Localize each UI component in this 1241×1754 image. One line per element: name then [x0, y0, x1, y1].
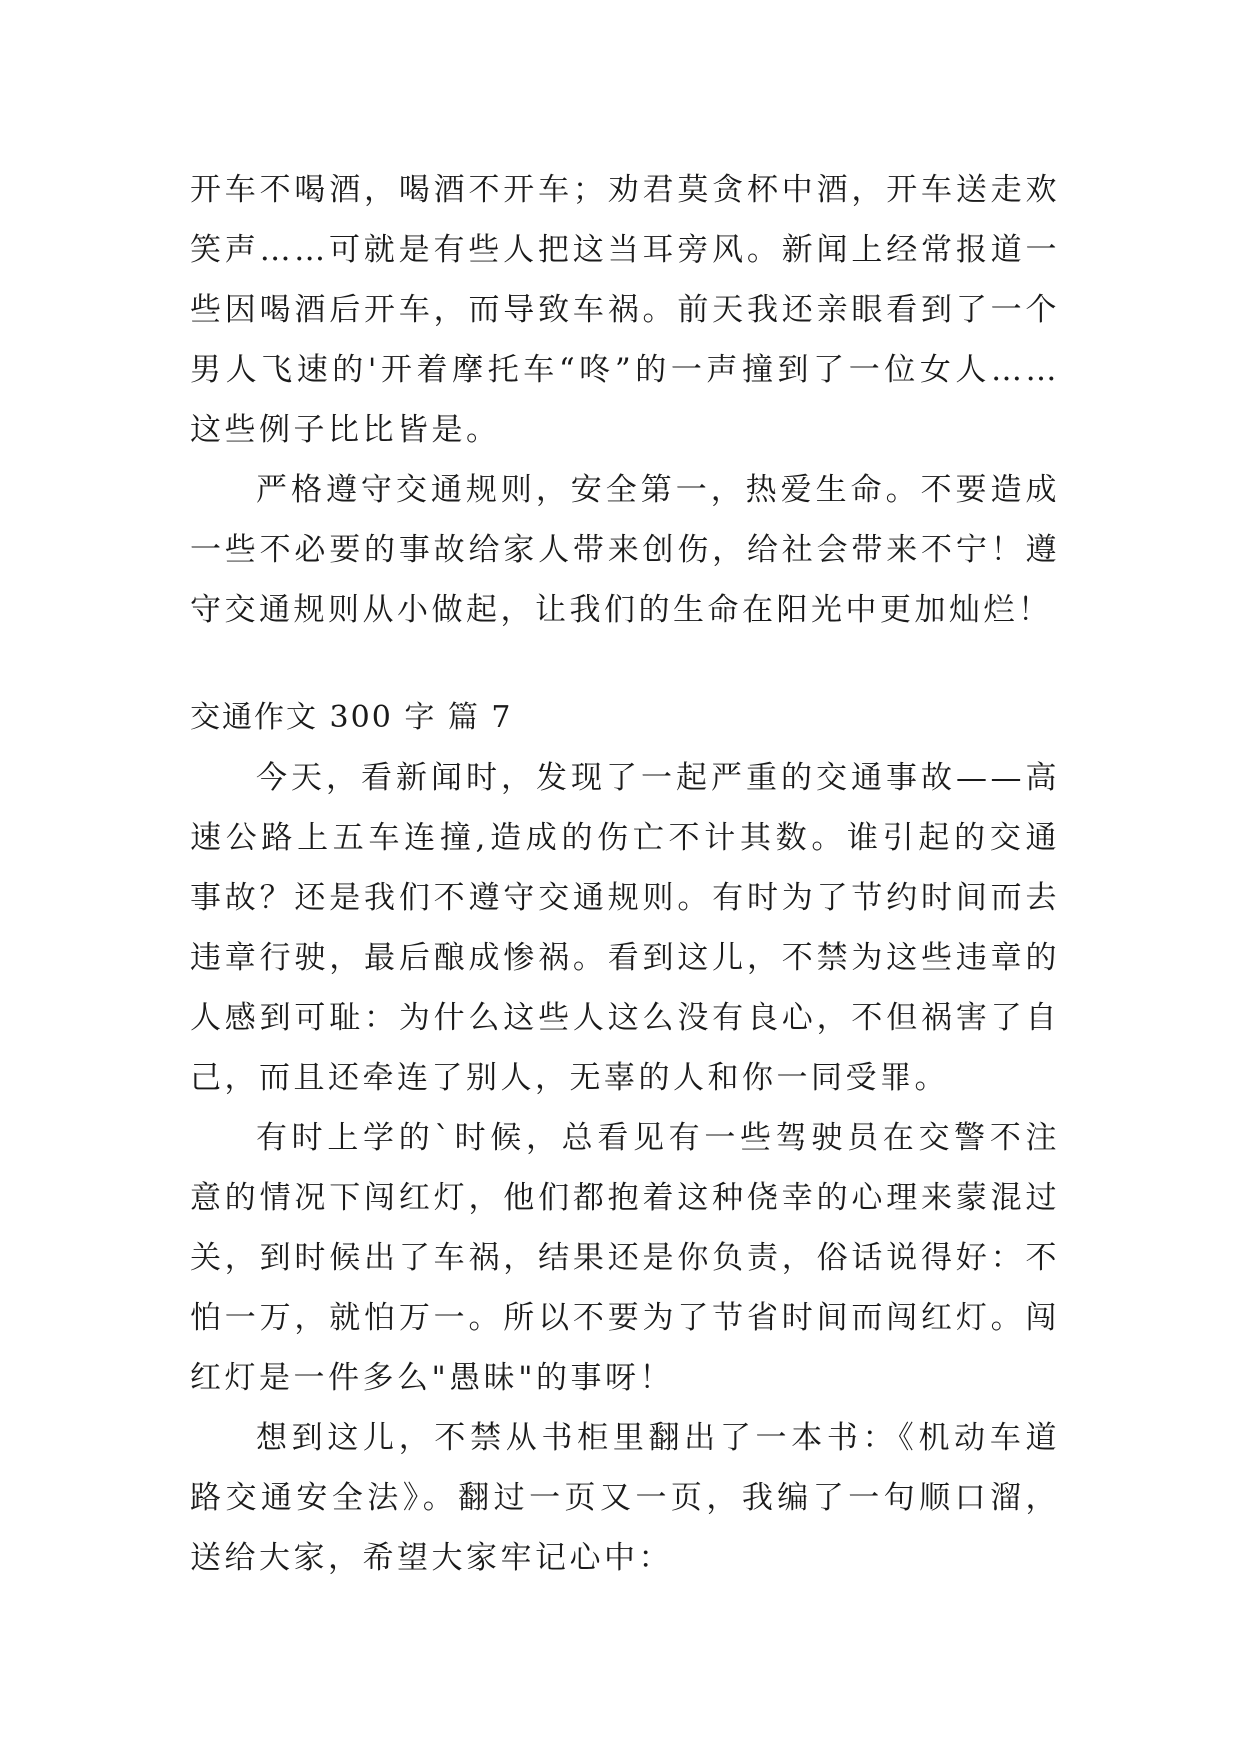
paragraph-red-light: 有时上学的`时候，总看见有一些驾驶员在交警不注意的情况下闯红灯，他们都抱着这种侥幸的心理来蒙混过关，到时候出了车祸，结果还是你负责，俗话说得好：不怕一万，就怕万一。所以不要为了节省时间而闯红灯。闯红灯是一件多么"愚昧"的事呀！ [190, 1120, 1060, 1396]
paragraph-traffic-law-book: 想到这儿，不禁从书柜里翻出了一本书：《机动车道路交通安全法》。翻过一页又一页，我编了一句顺口溜，送给大家，希望大家牢记心中： [190, 1420, 1060, 1576]
paragraph-news-accident: 今天，看新闻时，发现了一起严重的交通事故——高速公路上五车连撞,造成的伤亡不计其数。谁引起的交通事故？还是我们不遵守交通规则。有时为了节约时间而去违章行驶，最后酿成惨祸。看到这儿，不禁为这些违章的人感到可耻：为什么这些人这么没有良心，不但祸害了自己，而且还牵连了别人，无辜的人和你一同受罪。 [190, 760, 1060, 1096]
paragraph-obey-rules: 严格遵守交通规则，安全第一，热爱生命。不要造成一些不必要的事故给家人带来创伤，给社会带来不宁！遵守交通规则从小做起，让我们的生命在阳光中更加灿烂！ [190, 472, 1060, 628]
paragraph-drunk-driving: 开车不喝酒，喝酒不开车；劝君莫贪杯中酒，开车送走欢笑声……可就是有些人把这当耳旁风。新闻上经常报道一些因喝酒后开车，而导致车祸。前天我还亲眼看到了一个男人飞速的'开着摩托车“咚”的一声撞到了一位女人……这些例子比比皆是。 [190, 172, 1060, 448]
document-body [190, 160, 1060, 1588]
section-heading: 交通作文 300 字 篇 7 [190, 700, 513, 735]
